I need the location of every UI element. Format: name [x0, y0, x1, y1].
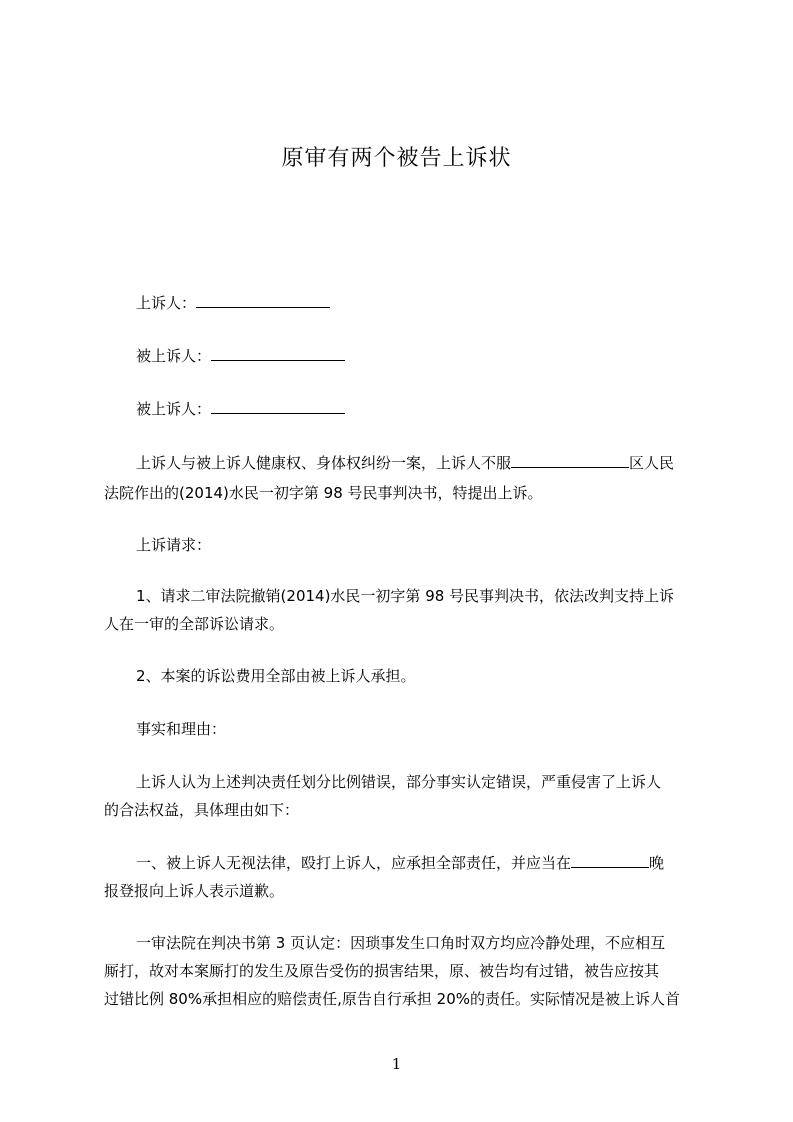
respondent1-line: [136, 345, 345, 366]
court-finding-line-3: 过错比例 80%承担相应的赔偿责任,原告自行承担 20%的责任。实际情况是被上诉人首: [104, 990, 680, 1008]
respondent1-blank: [211, 348, 345, 361]
facts-intro-line-1: 上诉人认为上述判决责任划分比例错误，部分事实认定错误，严重侵害了上诉人: [136, 773, 662, 791]
page-number: 1: [391, 1055, 402, 1073]
respondent1-label: 被上诉人：: [136, 347, 212, 365]
respondent2-label: 被上诉人：: [136, 400, 212, 418]
respondent2-line: [136, 398, 345, 419]
court-finding-line-1: 一审法院在判决书第 3 页认定：因琐事发生口角时双方均应冷静处理，不应相互: [136, 934, 666, 952]
document-title: 原审有两个被告上诉状: [281, 146, 512, 171]
appellant-blank: [196, 295, 330, 308]
appellant-line: [136, 292, 330, 313]
intro-text-a: 上诉人与被上诉人健康权、身体权纠纷一案，上诉人不服: [136, 454, 512, 472]
court-finding-line-2: 厮打，故对本案厮打的发生及原告受伤的损害结果，原、被告均有过错，被告应按其: [104, 962, 660, 980]
district-court-blank: [511, 455, 629, 468]
request1-line-1: 1、请求二审法院撤销(2014)水民一初字第 98 号民事判决书，依法改判支持上诉: [136, 587, 675, 605]
point1-line-2: 报登报向上诉人表示道歉。: [104, 882, 285, 900]
request1-line-2: 人在一审的全部诉讼请求。: [104, 615, 285, 633]
respondent2-blank: [211, 401, 345, 414]
appellant-label: 上诉人：: [136, 294, 197, 312]
facts-heading: 事实和理由：: [136, 720, 227, 738]
request2-line: 2、本案的诉讼费用全部由被上诉人承担。: [136, 667, 416, 685]
intro-text-b: 区人民: [629, 454, 675, 472]
point1-text-a: 一、被上诉人无视法律，殴打上诉人，应承担全部责任，并应当在: [136, 854, 572, 872]
intro-line-2: 法院作出的(2014)水民一初字第 98 号民事判决书，特提出上诉。: [104, 484, 543, 502]
requests-heading: 上诉请求：: [136, 536, 212, 554]
facts-intro-line-2: 的合法权益，具体理由如下：: [104, 801, 300, 819]
newspaper-blank: [571, 855, 649, 868]
point1-text-b: 晚: [649, 854, 665, 872]
point1-line-1: [136, 852, 664, 873]
intro-line-1: [136, 452, 674, 473]
